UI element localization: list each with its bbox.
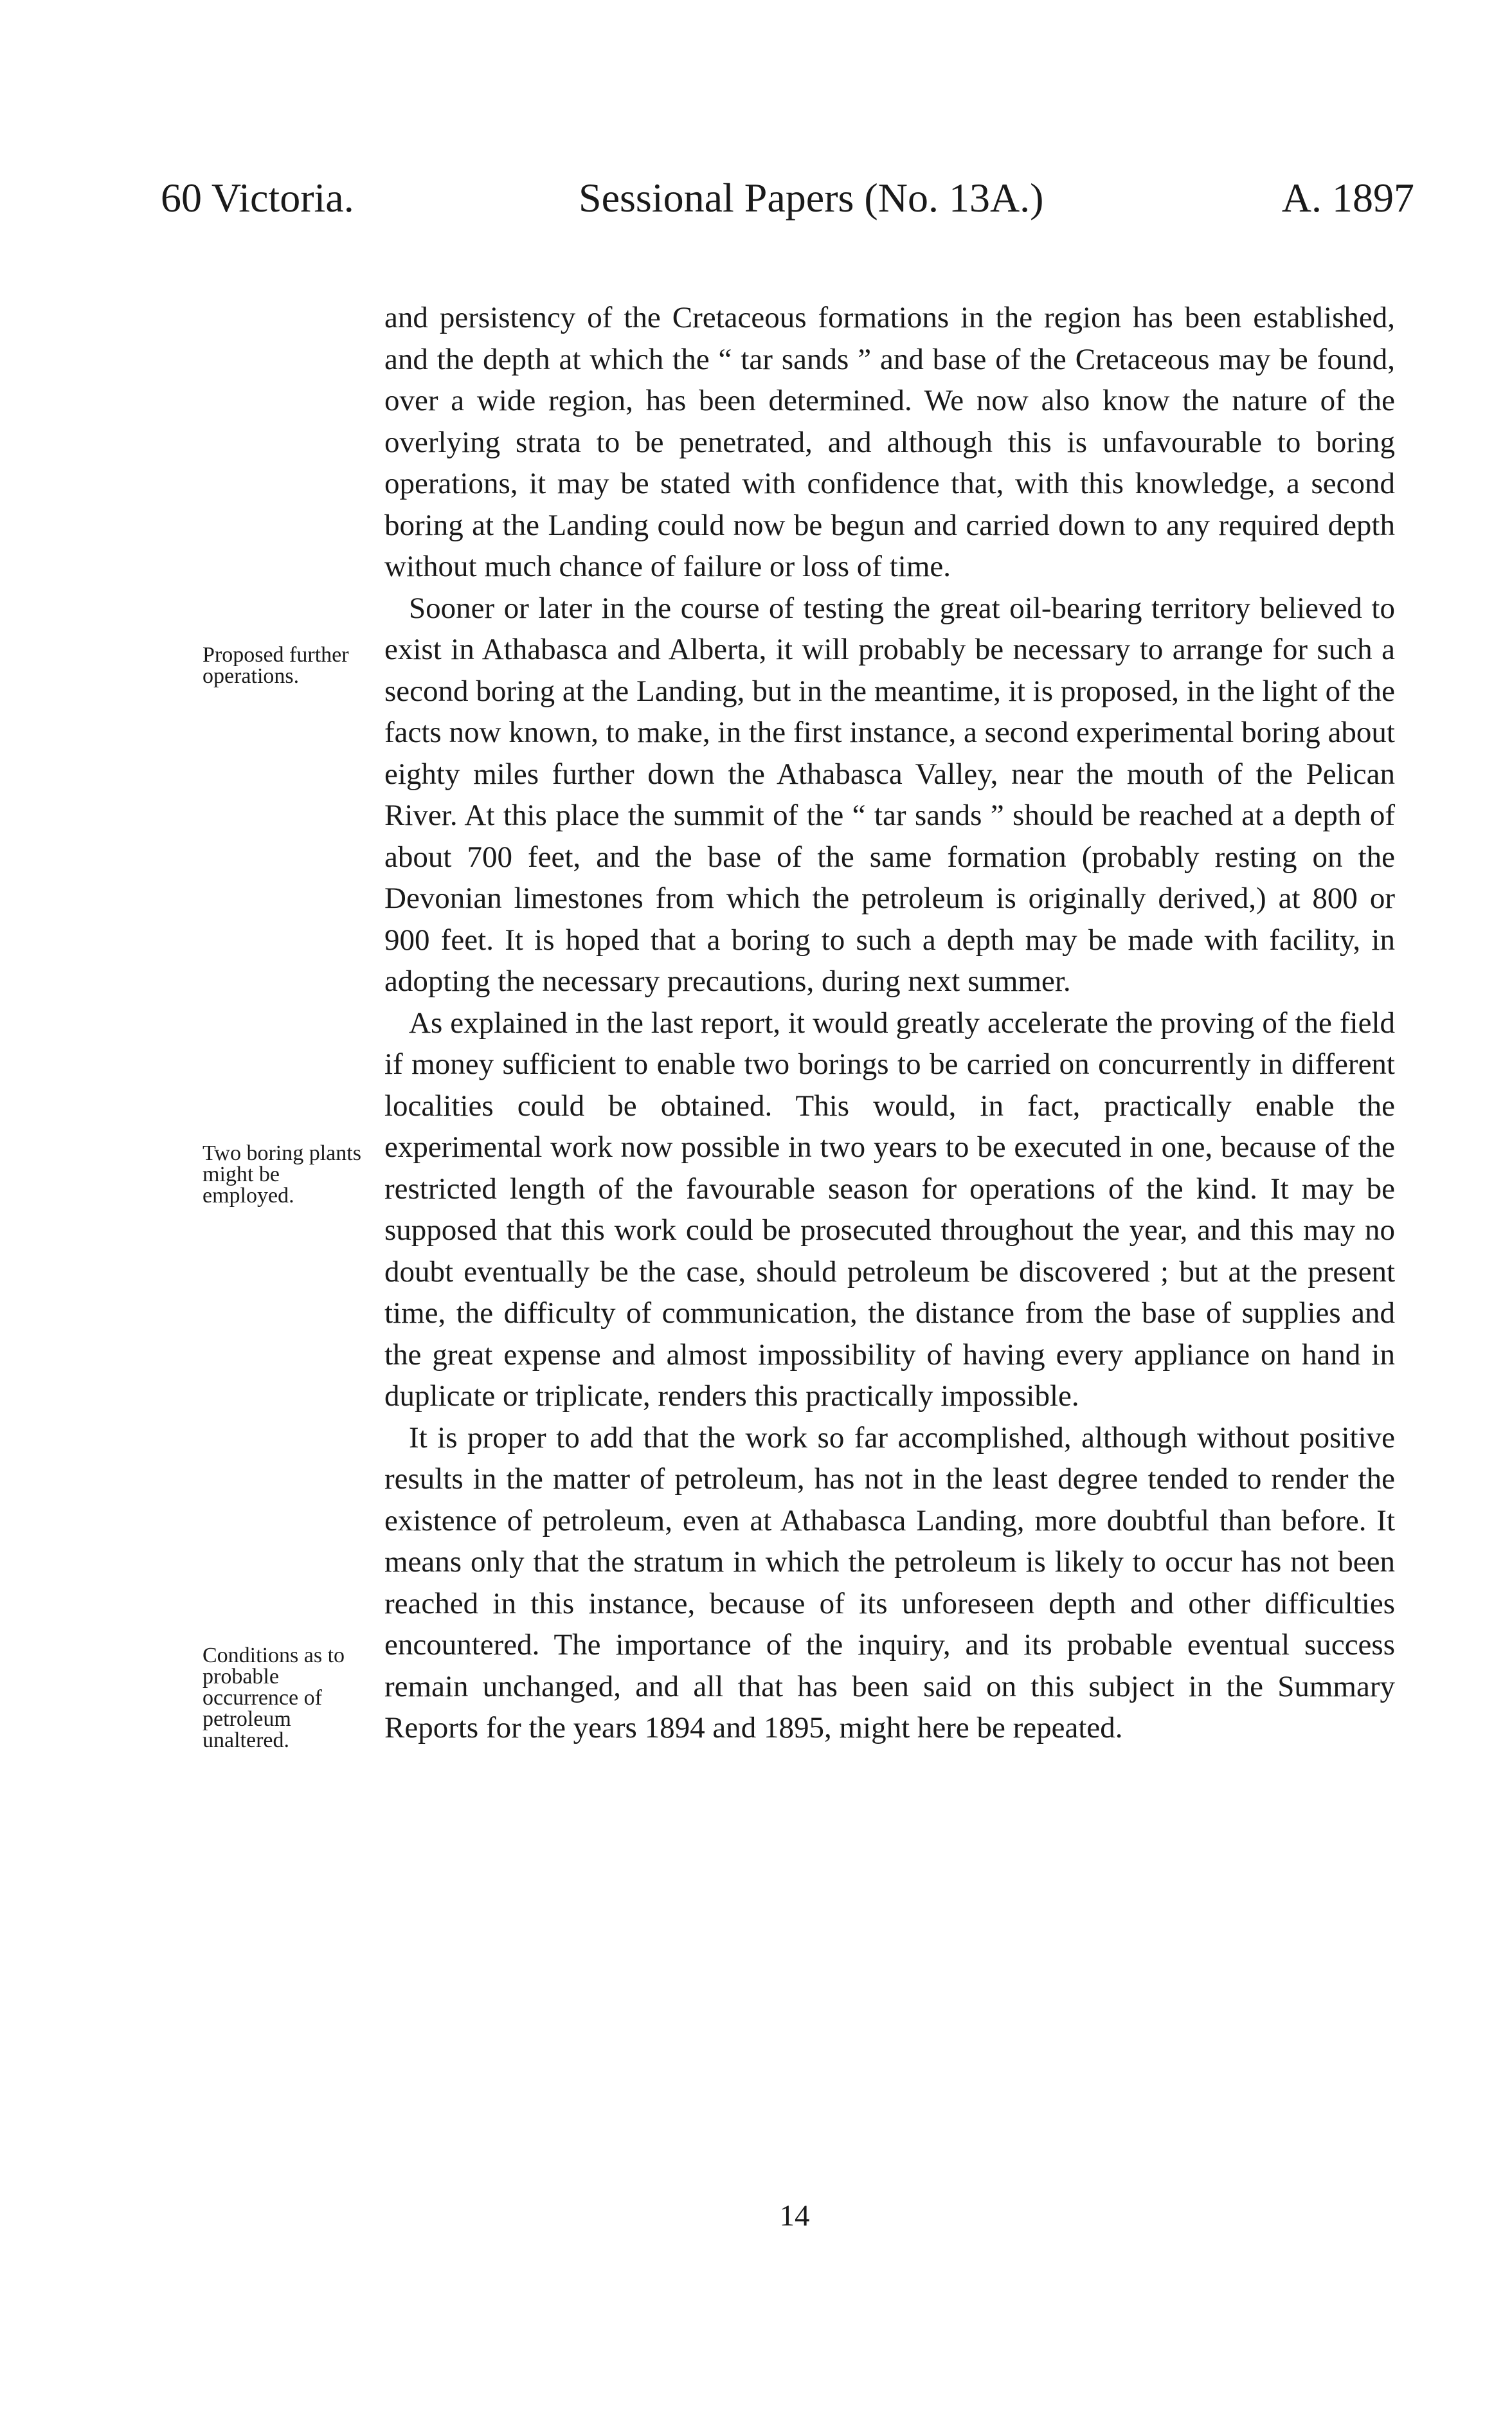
header-title: Sessional Papers (No. 13A.) <box>579 175 1044 221</box>
paragraph-continuation: and persistency of the Cretaceous formations in the region has been established, and the depth at which the “ tar sands ” and base of the Cretaceous may be found, over a wide region, has been determined. We now also know the nature of the overlying strata to be penetrated, and although this is unfavourable to boring operations, it may be stated with confidence that, with this knowledge, a second boring at the Landing could now be begun and carried down to any required depth without much chance of failure or loss of time. <box>384 301 1395 583</box>
paragraph-conditions: It is proper to add that the work so far accomplished, although without positive results in the matter of petroleum, has not in the least degree tended to render the existence of petroleum, even at Athabasca Landing, more doubtful than before. It means only that the stratum in which the petroleum is likely to occur has not been reached in this instance, because of its unforeseen depth and other difficulties encountered. The importance of the inquiry, and its probable eventual success remain unchanged, and all that has been said on this subject in the Summary Reports for the years 1894 and 1895, might here be repeated. <box>384 1420 1395 1744</box>
body-text <box>384 297 1395 1749</box>
paragraph-proposed-boring: Sooner or later in the course of testing the great oil-bearing territory believed to exist in Athabasca and Alberta, it will probably be necessary to arrange for such a second boring at the Landing, but in the meantime, it is proposed, in the light of the facts now known, to make, in the first instance, a second experimental boring about eighty miles further down the Athabasca Valley, near the mouth of the Pelican River. At this place the summit of the “ tar sands ” should be reached at a depth of about 700 feet, and the base of the same formation (probably resting on the Devonian limestones from which the petroleum is originally derived,) at 800 or 900 feet. It is hoped that a boring to such a depth may be made with facility, in adopting the necessary precautions, during next summer. <box>384 591 1395 998</box>
margin-note-proposed-operations: Proposed further operations. <box>203 643 349 688</box>
paragraph-two-borings: As explained in the last report, it would greatly accelerate the proving of the field if money sufficient to enable two borings to be carried on concurrently in different localities could be obtained. This would, in fact, practically enable the experimental work now possible in two years to be executed in one, because of the restricted length of the favourable season for operations of the kind. It may be supposed that this work could be prosecuted throughout the year, and this may no doubt eventually be the case, should petroleum be discovered ; but at the present time, the difficulty of communication, the distance from the base of supplies and the great expense and almost impossibility of having every appliance on hand in duplicate or triplicate, renders this practically impossible. <box>384 1006 1395 1413</box>
header-session: 60 Victoria. <box>161 175 354 221</box>
margin-note-conditions: Conditions as to probable occurrence of petroleum unaltered. <box>203 1644 345 1752</box>
margin-note-two-boring-plants: Two boring plants might be employed. <box>203 1141 361 1208</box>
running-header <box>161 172 1414 224</box>
page-number: 14 <box>779 2199 810 2233</box>
header-year: A. 1897 <box>1281 175 1414 221</box>
